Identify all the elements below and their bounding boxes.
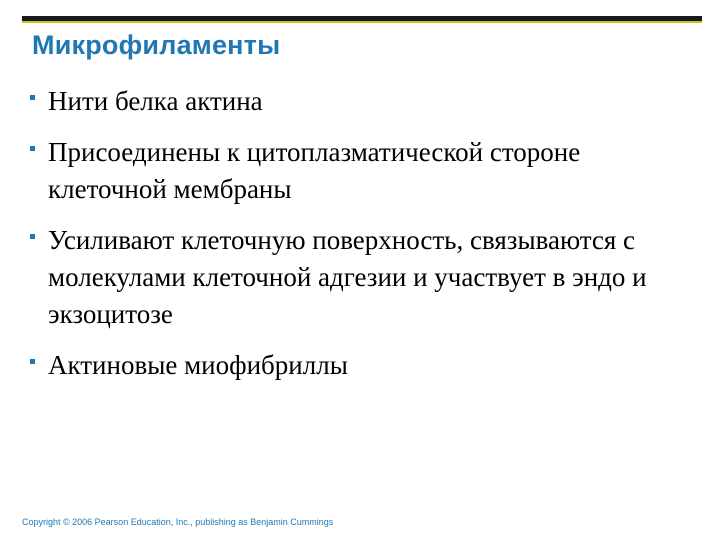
square-bullet-icon	[30, 95, 35, 100]
bullet-text: Нити белка актина	[48, 86, 263, 116]
slide-title: Микрофиламенты	[32, 30, 281, 60]
square-bullet-icon	[30, 234, 35, 239]
square-bullet-icon	[30, 359, 35, 364]
bullet-text: Актиновые миофибриллы	[48, 350, 348, 380]
bullet-item	[30, 83, 690, 120]
bullet-list	[30, 83, 690, 398]
top-divider-line	[22, 16, 702, 23]
bullet-item	[30, 134, 690, 208]
copyright-footer: Copyright © 2006 Pearson Education, Inc., publishing as Benjamin Cummings	[22, 517, 334, 527]
bullet-item	[30, 347, 690, 384]
bullet-text: Усиливают клеточную поверхность, связываются с молекулами клеточной адгезии и участвует в эндо и экзоцитозе	[48, 225, 647, 329]
bullet-item	[30, 222, 690, 333]
bullet-text: Присоединены к цитоплазматической стороне клеточной мембраны	[48, 137, 581, 204]
square-bullet-icon	[30, 146, 35, 151]
